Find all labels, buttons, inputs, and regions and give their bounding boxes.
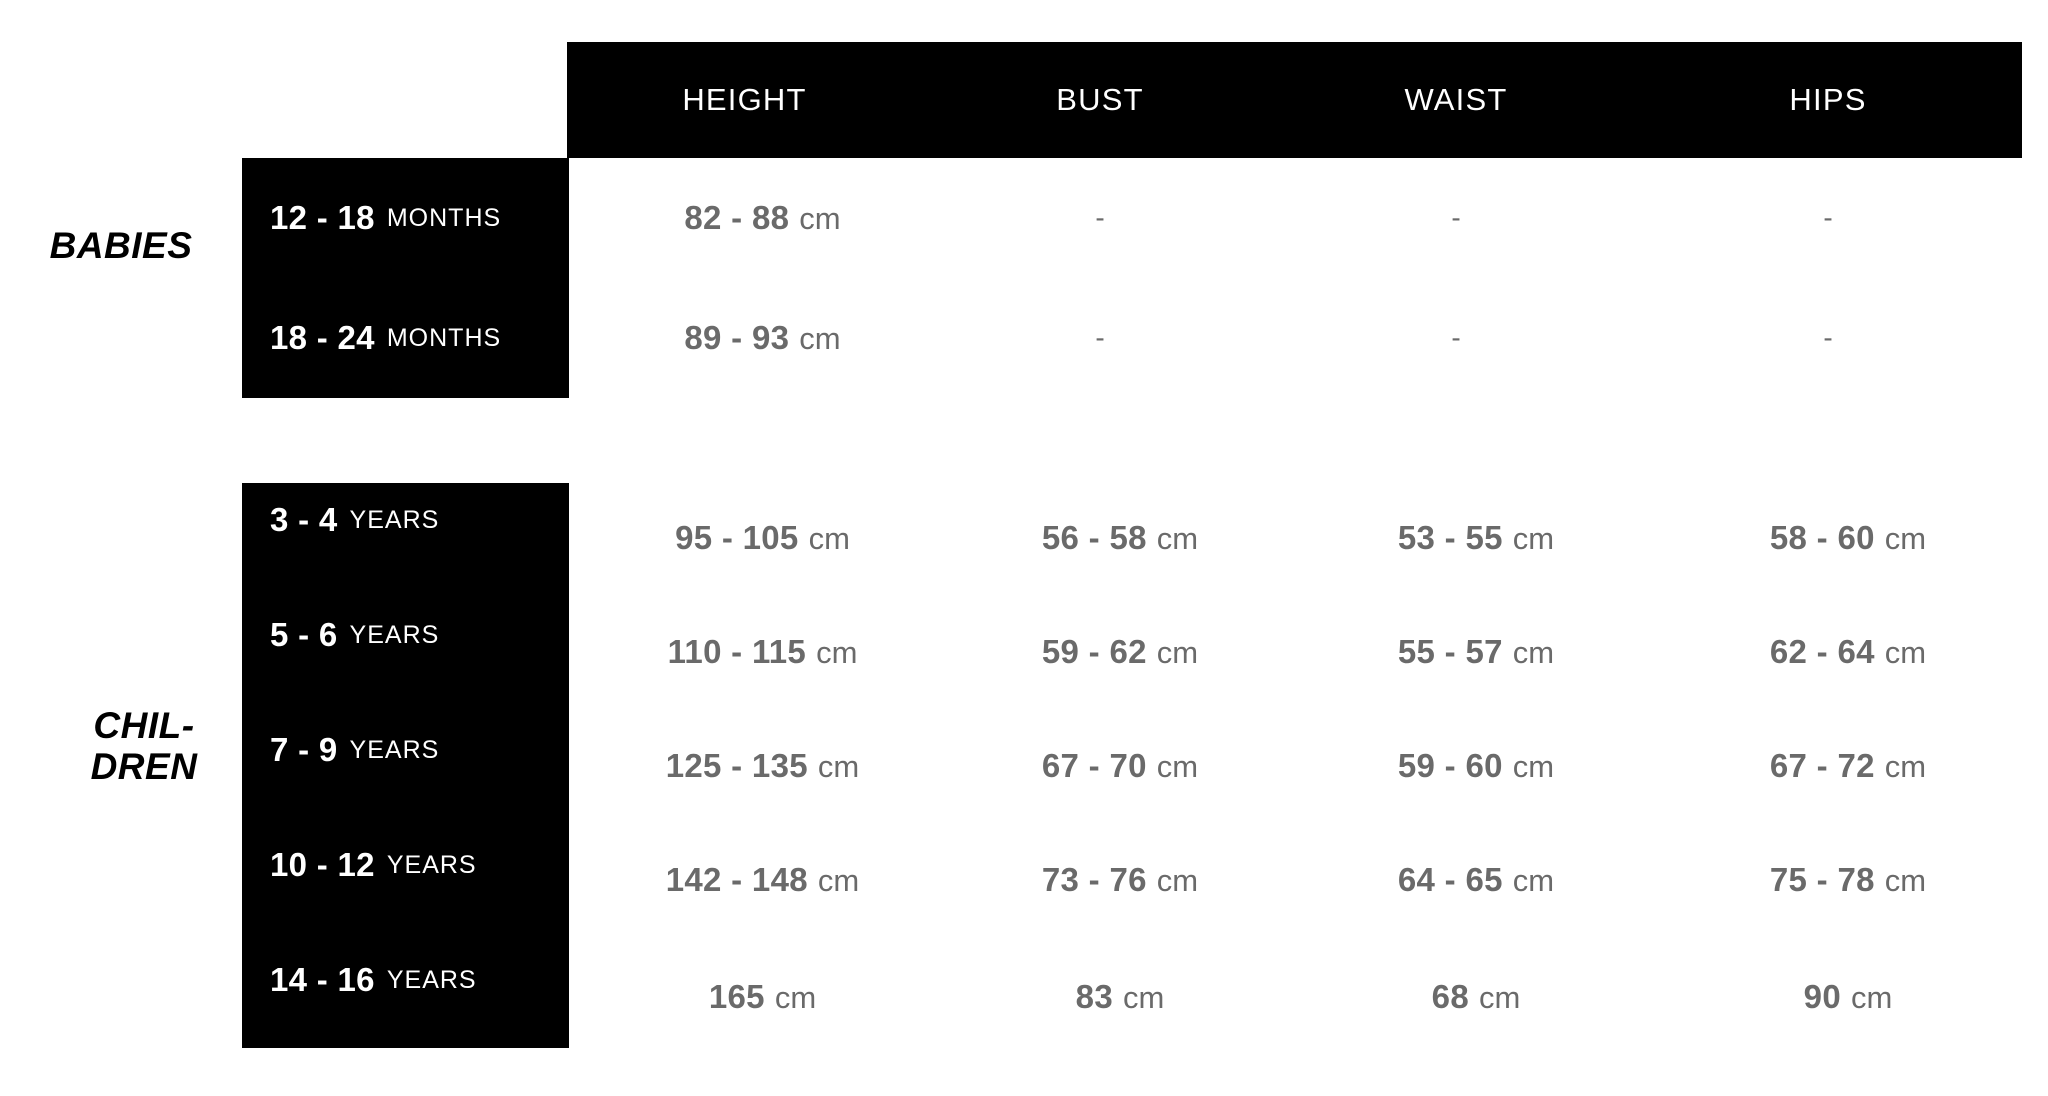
- cell-waist-value: 68: [1431, 978, 1469, 1015]
- cell-bust-value: -: [1095, 202, 1105, 233]
- table-row: [567, 478, 2022, 598]
- age-range: 3 - 4: [270, 501, 338, 538]
- cell-bust-value: 59 - 62: [1041, 633, 1147, 670]
- cell-bust: [922, 278, 1278, 398]
- cell-height-value: 110 - 115: [667, 633, 807, 670]
- cell-bust-unit: cm: [1156, 749, 1199, 784]
- cell-height-value: 125 - 135: [665, 747, 808, 784]
- cell-hips-value: 90: [1803, 978, 1841, 1015]
- group-label-children-line2: DREN: [90, 746, 198, 788]
- cell-waist-unit: cm: [1512, 635, 1555, 670]
- cell-hips: [1634, 937, 2022, 1057]
- table-header-row: [567, 42, 2022, 158]
- table-row-age-label: [242, 920, 569, 1040]
- cell-waist-value: -: [1451, 322, 1461, 353]
- cell-height-unit: cm: [817, 749, 860, 784]
- table-row-age-label: [242, 158, 569, 278]
- cell-height-value: 142 - 148: [665, 861, 808, 898]
- cell-waist-unit: cm: [1512, 749, 1555, 784]
- column-header-hips: HIPS: [1789, 82, 1867, 117]
- cell-bust: [922, 478, 1278, 598]
- cell-hips: [1634, 158, 2022, 278]
- cell-hips: [1634, 592, 2022, 712]
- cell-height: [567, 478, 922, 598]
- cell-waist: [1278, 158, 1634, 278]
- cell-hips: [1634, 278, 2022, 398]
- age-unit: MONTHS: [386, 203, 502, 232]
- cell-hips-unit: cm: [1884, 749, 1927, 784]
- cell-hips-unit: cm: [1850, 980, 1893, 1015]
- age-range: 7 - 9: [270, 731, 338, 768]
- age-range: 18 - 24: [270, 319, 375, 356]
- age-unit: YEARS: [349, 505, 440, 534]
- cell-bust-value: -: [1095, 322, 1105, 353]
- cell-height: [567, 706, 922, 826]
- table-row: [567, 158, 2022, 278]
- cell-height: [567, 937, 922, 1057]
- cell-height-unit: cm: [816, 635, 858, 670]
- table-row-age-label: [242, 460, 569, 580]
- cell-bust: [922, 158, 1278, 278]
- column-header-bust: BUST: [1056, 82, 1144, 117]
- cell-waist: [1278, 706, 1634, 826]
- cell-hips-unit: cm: [1884, 635, 1927, 670]
- cell-height-value: 95 - 105: [675, 519, 799, 556]
- cell-height-value: 89 - 93: [684, 319, 790, 356]
- age-unit: YEARS: [349, 620, 440, 649]
- cell-height: [567, 820, 922, 940]
- group-label-children-line1: CHIL-: [93, 705, 195, 746]
- cell-hips-value: -: [1823, 322, 1833, 353]
- table-row: [567, 278, 2022, 398]
- cell-hips: [1634, 820, 2022, 940]
- cell-waist: [1278, 820, 1634, 940]
- cell-height-unit: cm: [799, 321, 841, 356]
- cell-bust-unit: cm: [1156, 521, 1199, 556]
- group-label-babies: BABIES: [49, 225, 193, 266]
- cell-height-value: 165: [708, 978, 765, 1015]
- cell-height-unit: cm: [799, 201, 841, 236]
- cell-height: [567, 278, 922, 398]
- age-unit: YEARS: [349, 735, 440, 764]
- cell-waist-value: -: [1451, 202, 1461, 233]
- cell-hips: [1634, 478, 2022, 598]
- cell-hips-value: 58 - 60: [1769, 519, 1875, 556]
- table-row-age-label: [242, 278, 569, 398]
- cell-bust-value: 56 - 58: [1041, 519, 1147, 556]
- cell-waist-value: 64 - 65: [1397, 861, 1503, 898]
- cell-bust-value: 73 - 76: [1041, 861, 1147, 898]
- age-range: 12 - 18: [270, 199, 375, 236]
- cell-waist: [1278, 478, 1634, 598]
- table-row-age-label: [242, 575, 569, 695]
- age-unit: YEARS: [386, 965, 477, 994]
- cell-waist: [1278, 937, 1634, 1057]
- column-header-waist: WAIST: [1404, 82, 1508, 117]
- column-header-height: HEIGHT: [682, 82, 807, 117]
- cell-hips-value: 75 - 78: [1769, 861, 1875, 898]
- cell-height: [567, 592, 922, 712]
- table-row: [567, 937, 2022, 1057]
- cell-bust: [922, 820, 1278, 940]
- cell-bust: [922, 937, 1278, 1057]
- age-unit: MONTHS: [386, 323, 502, 352]
- cell-hips-unit: cm: [1884, 521, 1927, 556]
- cell-bust-value: 67 - 70: [1041, 747, 1147, 784]
- cell-waist-unit: cm: [1512, 863, 1555, 898]
- table-row: [567, 706, 2022, 826]
- table-row: [567, 592, 2022, 712]
- cell-height-value: 82 - 88: [684, 199, 790, 236]
- cell-bust-unit: cm: [1156, 635, 1199, 670]
- cell-height-unit: cm: [774, 980, 817, 1015]
- cell-bust-unit: cm: [1122, 980, 1165, 1015]
- cell-bust-unit: cm: [1156, 863, 1199, 898]
- cell-height-unit: cm: [817, 863, 860, 898]
- group-label-children: [34, 705, 254, 788]
- cell-hips-value: -: [1823, 202, 1833, 233]
- cell-height-unit: cm: [808, 521, 850, 556]
- age-unit: YEARS: [386, 850, 477, 879]
- table-row-age-label: [242, 690, 569, 810]
- table-row-age-label: [242, 805, 569, 925]
- age-range: 10 - 12: [270, 846, 375, 883]
- cell-bust: [922, 592, 1278, 712]
- cell-waist-value: 53 - 55: [1397, 519, 1503, 556]
- cell-waist-unit: cm: [1478, 980, 1521, 1015]
- age-range: 14 - 16: [270, 961, 375, 998]
- cell-waist: [1278, 592, 1634, 712]
- cell-waist-value: 55 - 57: [1397, 633, 1503, 670]
- cell-bust-value: 83: [1075, 978, 1113, 1015]
- table-row: [567, 820, 2022, 940]
- cell-waist: [1278, 278, 1634, 398]
- cell-waist-value: 59 - 60: [1397, 747, 1503, 784]
- cell-waist-unit: cm: [1512, 521, 1555, 556]
- cell-hips-value: 62 - 64: [1769, 633, 1875, 670]
- cell-hips-unit: cm: [1884, 863, 1927, 898]
- age-range: 5 - 6: [270, 616, 338, 653]
- cell-hips-value: 67 - 72: [1769, 747, 1875, 784]
- cell-bust: [922, 706, 1278, 826]
- cell-hips: [1634, 706, 2022, 826]
- cell-height: [567, 158, 922, 278]
